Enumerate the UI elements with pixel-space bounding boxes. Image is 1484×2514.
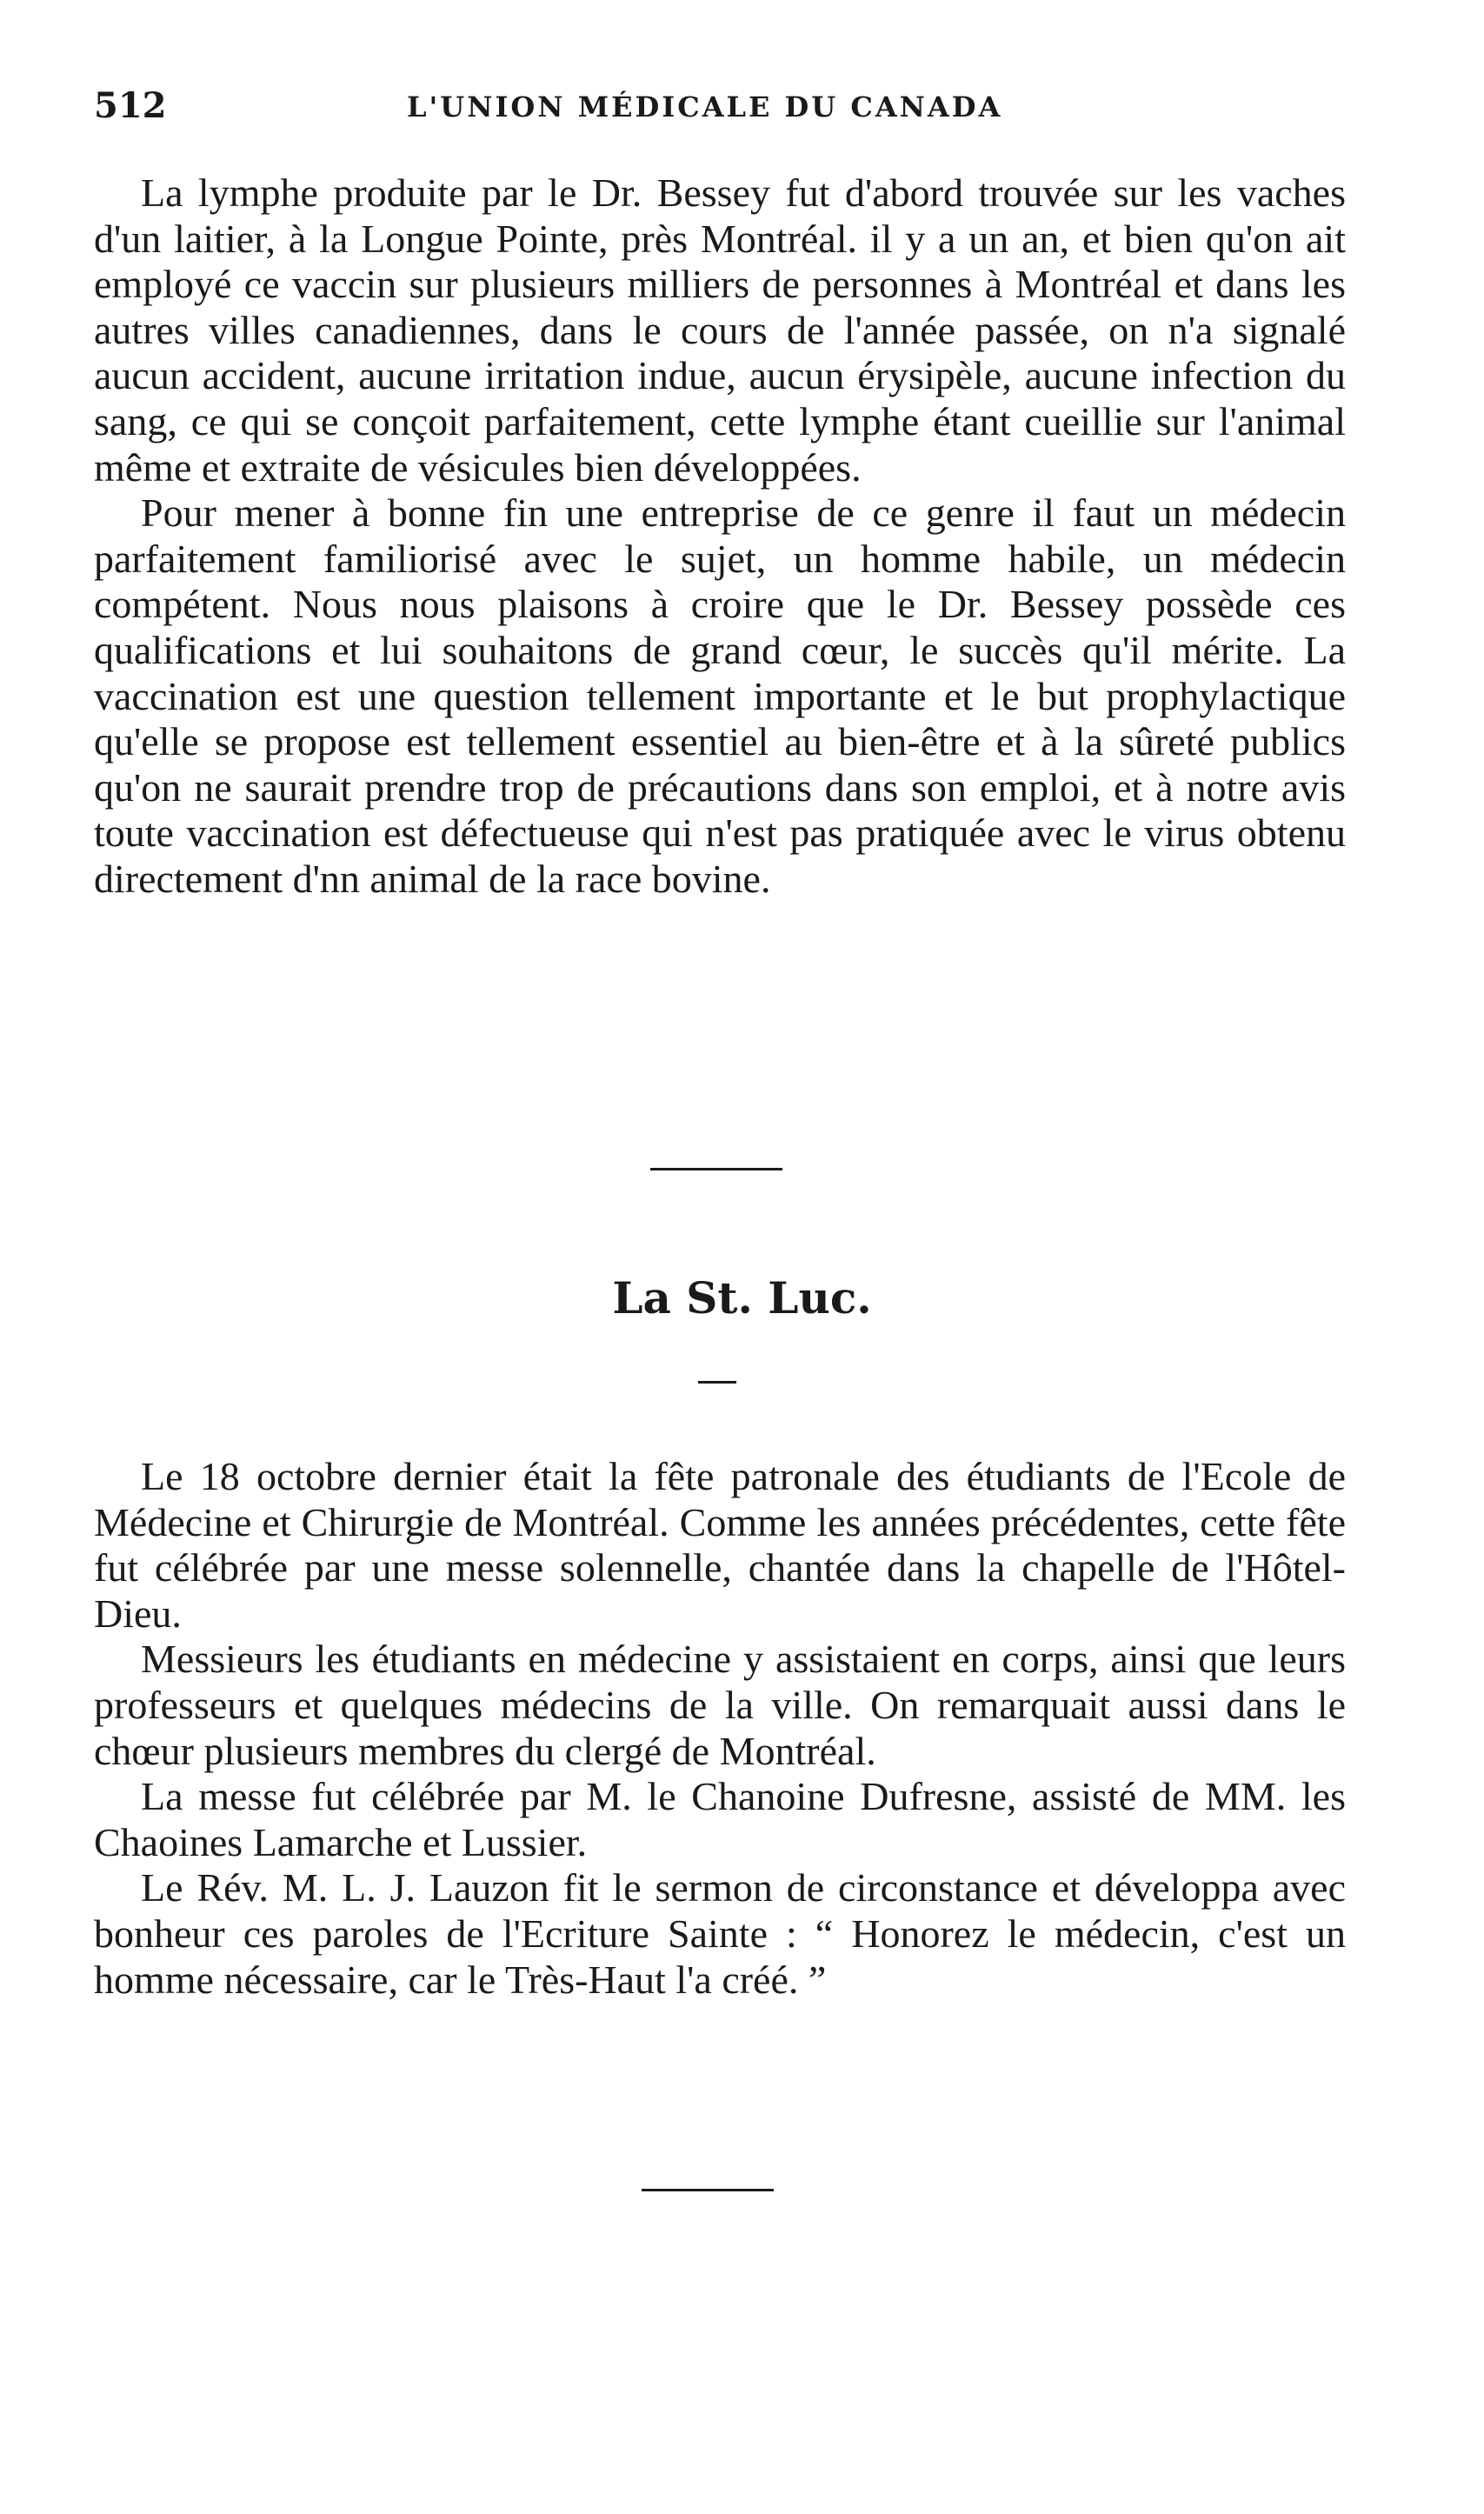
paragraph: Le Rév. M. L. J. Lauzon fit le sermon de circonstance et développa avec bonheur ces paroles de l'Ecriture Sainte : “ Honorez le médecin, c'est un homme nécessaire, car le Très-Haut l'a créé. ” — [94, 1865, 1346, 2002]
paragraph: La lymphe produite par le Dr. Bessey fut d'abord trouvée sur les vaches d'un laitier, à la Longue Pointe, près Montréal. il y a un an, et bien qu'on ait employé ce vaccin sur plusieurs milliers de personnes à Montréal et dans les autres villes canadiennes, dans le cours de l'année passée, on n'a signalé aucun accident, aucune irritation indue, aucun érysipèle, aucune infection du sang, ce qui se conçoit parfaitement, cette lymphe étant cueillie sur l'animal même et extraite de vésicules bien développées. — [94, 170, 1346, 490]
paragraph: Pour mener à bonne fin une entreprise de ce genre il faut un médecin parfaitement familiorisé avec le sujet, un homme habile, un médecin compétent. Nous nous plaisons à croire que le Dr. Bessey possède ces qualifications et lui souhaitons de grand cœur, le succès qu'il mérite. La vaccination est une question tellement importante et le but prophylactique qu'elle se propose est tellement essentiel au bien-être et à la sûreté publics qu'on ne saurait prendre trop de précautions dans son emploi, et à notre avis toute vaccination est défectueuse qui n'est pas pratiquée avec le virus obtenu directement d'nn animal de la race bovine. — [94, 490, 1346, 901]
section-title: La St. Luc. — [612, 1272, 872, 1324]
article-vaccine-lymph — [94, 170, 1346, 903]
section-divider-rule — [650, 1168, 782, 1170]
page-header — [94, 85, 1346, 137]
page-number: 512 — [94, 85, 167, 126]
paragraph: Messieurs les étudiants en médecine y assistaient en corps, ainsi que leurs professeurs et quelques médecins de la ville. On remarquait aussi dans le chœur plusieurs membres du clergé de Montréal. — [94, 1637, 1346, 1773]
title-dash-rule — [698, 1381, 736, 1384]
end-divider-rule — [642, 2189, 774, 2191]
running-title: L'UNION MÉDICALE DU CANADA — [407, 90, 1003, 123]
article-st-luc — [94, 1454, 1346, 2003]
paragraph: Le 18 octobre dernier était la fête patronale des étudiants de l'Ecole de Médecine et Chirurgie de Montréal. Comme les années précédentes, cette fête fut célébrée par une messe solennelle, chantée dans la chapelle de l'Hôtel-Dieu. — [94, 1454, 1346, 1636]
paragraph: La messe fut célébrée par M. le Chanoine Dufresne, assisté de MM. les Chaoines Lamarche et Lussier. — [94, 1774, 1346, 1864]
